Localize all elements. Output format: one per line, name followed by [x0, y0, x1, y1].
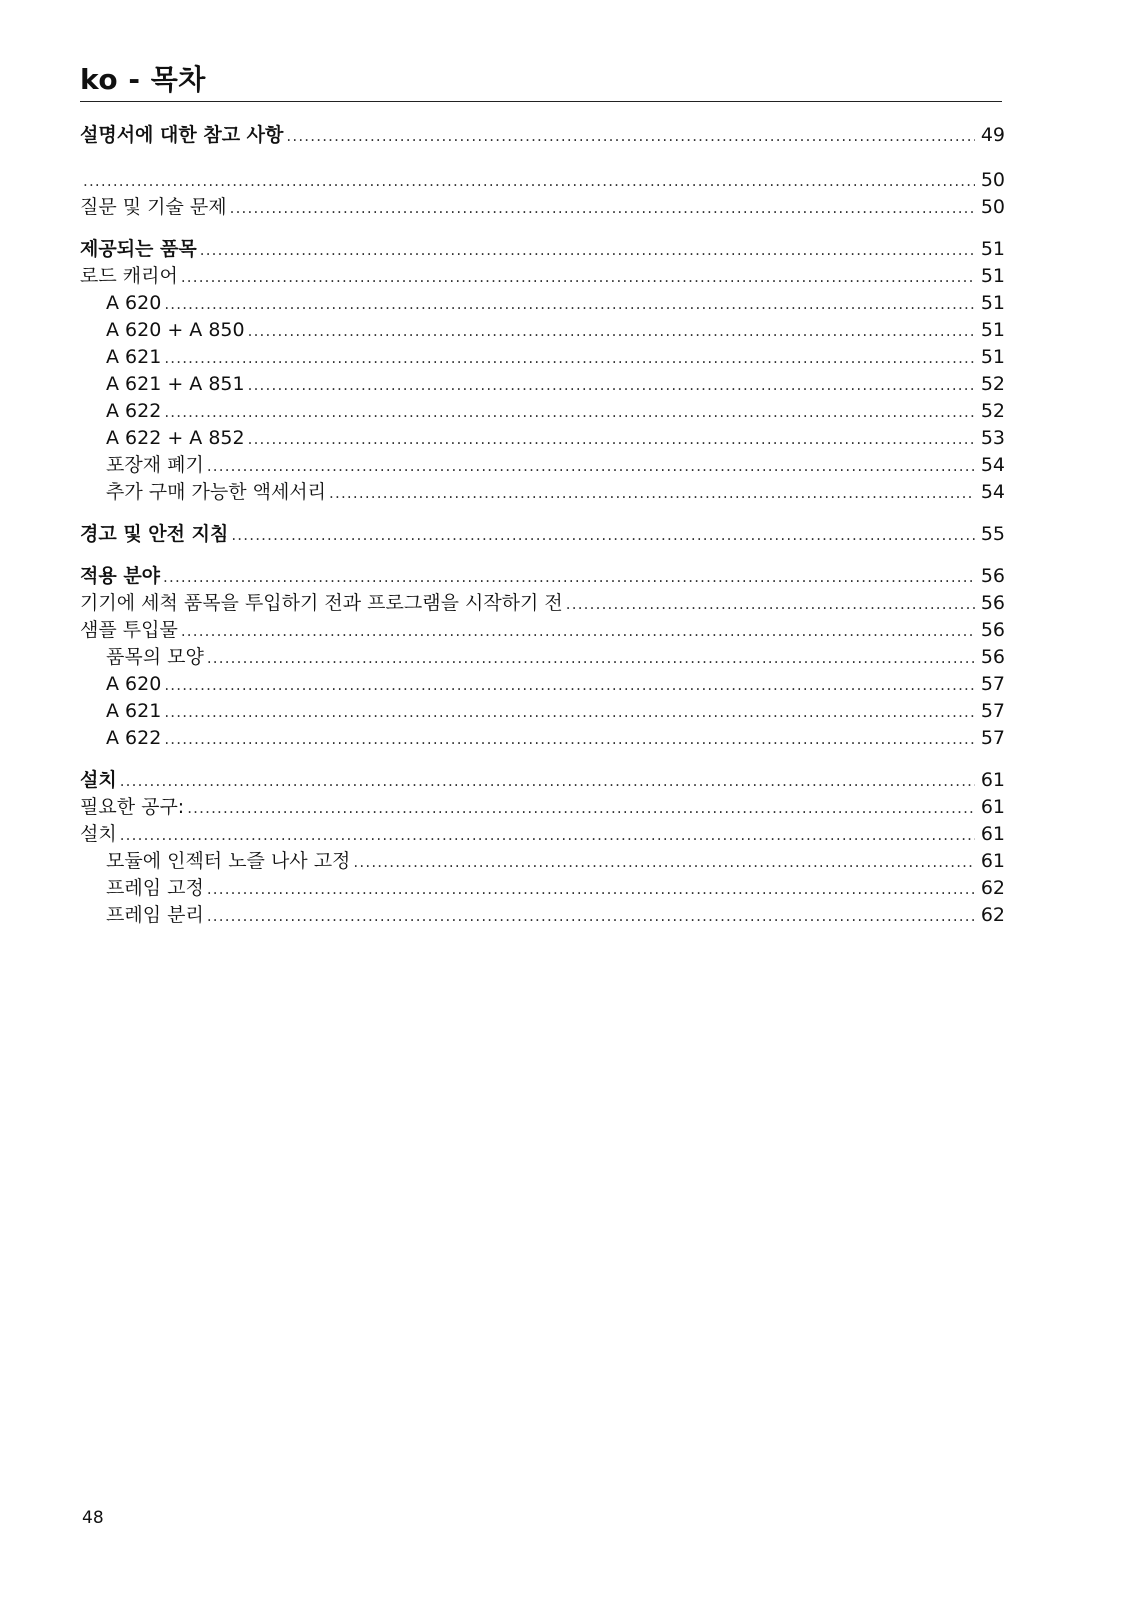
toc-entry[interactable]	[80, 821, 1005, 848]
title-divider	[80, 101, 1002, 102]
toc-leader-dots	[164, 345, 975, 372]
toc-entry-page: 52	[980, 373, 1005, 395]
toc-entry-label: A 622 + A 852	[106, 427, 245, 449]
toc-entry-page: 50	[980, 196, 1005, 218]
toc-entry-page: 53	[980, 427, 1005, 449]
toc-entry-label: 질문 및 기술 문제	[80, 196, 227, 218]
toc-entry[interactable]	[80, 263, 1005, 290]
toc-entry[interactable]	[80, 671, 1005, 698]
toc-leader-dots	[164, 291, 975, 318]
toc-leader-dots	[248, 426, 975, 453]
toc-entry-page: 49	[980, 124, 1005, 146]
toc-entry[interactable]	[80, 848, 1005, 875]
toc-entry[interactable]	[80, 563, 1005, 590]
toc-entry[interactable]	[80, 521, 1005, 548]
toc-entry-page: 50	[980, 169, 1005, 191]
toc-leader-dots	[120, 822, 975, 849]
toc-entry[interactable]	[80, 122, 1005, 149]
toc-entry-label: 로드 캐리어	[80, 265, 178, 287]
toc-leader-dots	[207, 453, 975, 480]
toc-entry-label: A 621	[106, 346, 162, 368]
toc-entry-label: A 622	[106, 727, 162, 749]
toc-entry-page: 62	[980, 877, 1005, 899]
toc-entry-label: 포장재 폐기	[106, 454, 204, 476]
toc-entry[interactable]	[80, 371, 1005, 398]
toc-entry-label: 적용 분야	[80, 565, 161, 587]
toc-entry[interactable]	[80, 617, 1005, 644]
toc-entry[interactable]	[80, 725, 1005, 752]
toc-entry[interactable]	[80, 344, 1005, 371]
page-number: 48	[82, 1508, 104, 1528]
toc-entry[interactable]	[80, 698, 1005, 725]
toc-entry-label: A 621	[106, 700, 162, 722]
toc-entry[interactable]	[80, 479, 1005, 506]
toc-entry-label: A 621 + A 851	[106, 373, 245, 395]
toc-leader-dots	[120, 768, 975, 795]
toc-leader-dots	[164, 672, 975, 699]
toc-entry-page: 61	[980, 796, 1005, 818]
toc-leader-dots	[83, 168, 975, 195]
toc-entry-label: 샘플 투입물	[80, 619, 178, 641]
toc-entry[interactable]	[80, 767, 1005, 794]
toc-entry-label: 품목의 모양	[106, 646, 204, 668]
toc-entry-label: 설치	[80, 769, 117, 791]
toc-entry-label: 설치	[80, 823, 117, 845]
toc-entry[interactable]	[80, 290, 1005, 317]
toc-leader-dots	[164, 699, 975, 726]
toc-entry-label: 설명서에 대한 참고 사항	[80, 124, 284, 146]
toc-entry-page: 61	[980, 823, 1005, 845]
toc-leader-dots	[230, 195, 975, 222]
toc-entry[interactable]	[80, 590, 1005, 617]
toc-entry[interactable]	[80, 425, 1005, 452]
toc-entry-label: 경고 및 안전 지침	[80, 523, 229, 545]
toc-entry-page: 51	[980, 346, 1005, 368]
toc-entry-page: 57	[980, 727, 1005, 749]
toc-entry[interactable]	[80, 194, 1005, 221]
toc-leader-dots	[187, 795, 975, 822]
toc-entry-page: 56	[980, 619, 1005, 641]
toc-entry-label: A 620	[106, 292, 162, 314]
toc-entry-page: 61	[980, 850, 1005, 872]
toc-entry-page: 56	[980, 592, 1005, 614]
toc-entry-page: 61	[980, 769, 1005, 791]
toc-entry[interactable]	[80, 236, 1005, 263]
toc-entry-label: 프레임 고정	[106, 877, 204, 899]
toc-leader-dots	[248, 372, 975, 399]
toc-entry[interactable]	[80, 644, 1005, 671]
toc-entry-page: 56	[980, 565, 1005, 587]
toc-leader-dots	[207, 645, 975, 672]
toc-entry[interactable]	[80, 902, 1005, 929]
toc-leader-dots	[181, 264, 975, 291]
toc-leader-dots	[566, 591, 975, 618]
toc-entry-page: 57	[980, 673, 1005, 695]
toc-entry[interactable]	[80, 398, 1005, 425]
toc-entry-label: 제공되는 품목	[80, 238, 197, 260]
toc-entry-page: 51	[980, 319, 1005, 341]
toc-entry-page: 57	[980, 700, 1005, 722]
toc-entry[interactable]	[80, 875, 1005, 902]
toc-entry[interactable]	[80, 317, 1005, 344]
toc-entry-page: 62	[980, 904, 1005, 926]
toc-entry-label: A 620	[106, 673, 162, 695]
toc-entry[interactable]	[80, 794, 1005, 821]
toc-entry[interactable]	[80, 167, 1005, 194]
toc-leader-dots	[164, 399, 975, 426]
table-of-contents	[80, 122, 1005, 929]
toc-entry-page: 55	[980, 523, 1005, 545]
toc-leader-dots	[200, 237, 975, 264]
page-title: ko - 목차	[80, 63, 206, 96]
toc-entry-page: 54	[980, 454, 1005, 476]
toc-leader-dots	[207, 876, 975, 903]
toc-entry-label: A 620 + A 850	[106, 319, 245, 341]
toc-entry[interactable]	[80, 452, 1005, 479]
toc-leader-dots	[164, 726, 975, 753]
toc-leader-dots	[181, 618, 975, 645]
toc-entry-page: 56	[980, 646, 1005, 668]
toc-leader-dots	[286, 123, 975, 150]
toc-leader-dots	[207, 903, 975, 930]
toc-leader-dots	[163, 564, 975, 591]
toc-entry-label: A 622	[106, 400, 162, 422]
toc-leader-dots	[329, 480, 975, 507]
toc-entry-label: 기기에 세척 품목을 투입하기 전과 프로그램을 시작하기 전	[80, 592, 563, 614]
toc-entry-page: 52	[980, 400, 1005, 422]
toc-leader-dots	[248, 318, 975, 345]
toc-entry-label: 필요한 공구:	[80, 796, 185, 818]
toc-entry-page: 54	[980, 481, 1005, 503]
toc-leader-dots	[353, 849, 975, 876]
toc-entry-page: 51	[980, 292, 1005, 314]
toc-entry-label: 프레임 분리	[106, 904, 204, 926]
toc-leader-dots	[231, 522, 975, 549]
toc-entry-page: 51	[980, 265, 1005, 287]
toc-entry-label: 모듈에 인젝터 노즐 나사 고정	[106, 850, 351, 872]
toc-entry-label: 추가 구매 가능한 액세서리	[106, 481, 327, 503]
toc-entry-page: 51	[980, 238, 1005, 260]
